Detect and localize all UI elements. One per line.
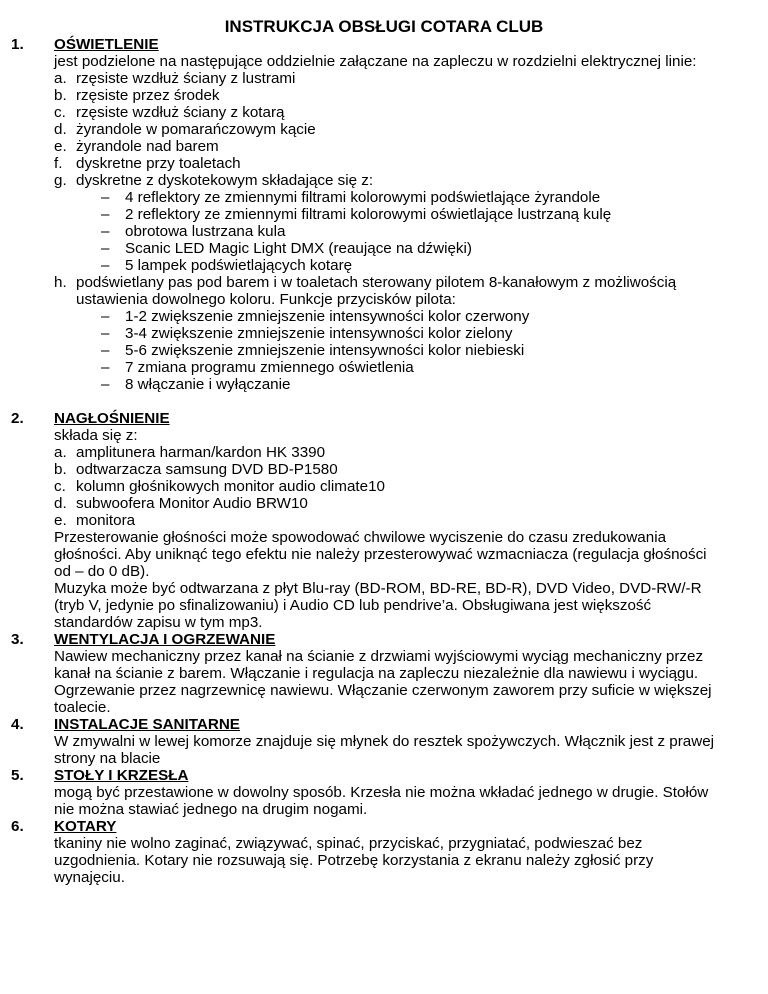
section-number: 6. (11, 818, 24, 835)
sub-list-item: – 3-4 zwiększenie zmniejszenie intensywności kolor zielony (101, 325, 513, 342)
section-title: OŚWIETLENIE (54, 36, 159, 53)
section-number: 5. (11, 767, 24, 784)
section-intro: składa się z: (54, 427, 138, 444)
paragraph-line: (tryb V, jedynie po sfinalizowaniu) i Audio CD lub pendrive’a. Obsługiwana jest większość (54, 597, 652, 614)
section-curtains (0, 818, 768, 886)
sub-list-item: – 4 reflektory ze zmiennymi filtrami kolorowymi podświetlające żyrandole (101, 189, 601, 206)
spacer (0, 393, 768, 410)
list-item: e. monitora (54, 512, 136, 529)
paragraph-line: W zmywalni w lewej komorze znajduje się młynek do resztek spożywczych. Włącznik jest z prawej (54, 733, 715, 750)
section-sound (0, 410, 768, 631)
list-item: d. żyrandole w pomarańczowym kącie (54, 121, 316, 138)
section-title: STOŁY I KRZESŁA (54, 767, 189, 784)
list-item: b. odtwarzacza samsung DVD BD-P1580 (54, 461, 338, 478)
paragraph-line: tkaniny nie wolno zaginać, związywać, spinać, przyciskać, przygniatać, podwieszać bez (54, 835, 643, 852)
list-item: g. dyskretne z dyskotekowym składające się z: (54, 172, 374, 189)
document-title: INSTRUKCJA OBSŁUGI COTARA CLUB (224, 17, 544, 36)
section-ventilation (0, 631, 768, 716)
paragraph-line: toalecie. (54, 699, 111, 716)
list-item: a. amplitunera harman/kardon HK 3390 (54, 444, 326, 461)
document-body (0, 36, 768, 886)
paragraph-line: Ogrzewanie przez nagrzewnicę nawiewu. Włączanie czerwonym zaworem przy suficie w większej (54, 682, 712, 699)
paragraph-line: mogą być przestawione w dowolny sposób. Krzesła nie można wkładać jednego w drugie. Stołów (54, 784, 709, 801)
section-number: 4. (11, 716, 24, 733)
list-item: a. rzęsiste wzdłuż ściany z lustrami (54, 70, 296, 87)
sub-list-item: – 8 włączanie i wyłączanie (101, 376, 291, 393)
paragraph-line: nie można stawiać jednego na drugim nogami. (54, 801, 368, 818)
section-number: 2. (11, 410, 24, 427)
sub-list-item: – obrotowa lustrzana kula (101, 223, 286, 240)
sub-list-item: – Scanic LED Magic Light DMX (reaujące na dźwięki) (101, 240, 472, 257)
paragraph-line: od – do 0 dB). (54, 563, 150, 580)
paragraph-line: strony na blacie (54, 750, 161, 767)
list-item: d. subwoofera Monitor Audio BRW10 (54, 495, 308, 512)
sub-list-item: – 1-2 zwiększenie zmniejszenie intensywności kolor czerwony (101, 308, 530, 325)
section-title: KOTARY (54, 818, 117, 835)
paragraph-line: Nawiew mechaniczny przez kanał na ścianie z drzwiami wyjściowymi wyciąg mechaniczny przez (54, 648, 704, 665)
section-title: NAGŁOŚNIENIE (54, 410, 170, 427)
section-number: 1. (11, 36, 24, 53)
section-lighting (0, 36, 768, 393)
sub-list-item: – 5-6 zwiększenie zmniejszenie intensywności kolor niebieski (101, 342, 525, 359)
paragraph-line: standardów zapisu w tym mp3. (54, 614, 263, 631)
list-item: b. rzęsiste przez środek (54, 87, 220, 104)
sub-list-item: – 5 lampek podświetlających kotarę (101, 257, 353, 274)
list-item: h. podświetlany pas pod barem i w toaletach sterowany pilotem 8-kanałowym z możliwością (54, 274, 677, 291)
sub-list-item: – 2 reflektory ze zmiennymi filtrami kolorowymi oświetlające lustrzaną kulę (101, 206, 612, 223)
paragraph-line: Przesterowanie głośności może spowodować chwilowe wyciszenie do czasu zredukowania (54, 529, 667, 546)
sub-list-item: – 7 zmiana programu zmiennego oświetlenia (101, 359, 414, 376)
section-intro: jest podzielone na następujące oddzielnie załączane na zapleczu w rozdzielni elektrycznej linie: (54, 53, 697, 70)
list-item: c. rzęsiste wzdłuż ściany z kotarą (54, 104, 285, 121)
list-item-continuation: ustawienia dowolnego koloru. Funkcje przycisków pilota: (76, 291, 456, 308)
section-tables-chairs (0, 767, 768, 818)
paragraph-line: Muzyka może być odtwarzana z płyt Blu-ray (BD-ROM, BD-RE, BD-R), DVD Video, DVD-RW/-R (54, 580, 702, 597)
section-title: WENTYLACJA I OGRZEWANIE (54, 631, 276, 648)
paragraph-line: uzgodnienia. Kotary nie rozsuwają się. Potrzebę korzystania z ekranu należy zgłosić przy (54, 852, 654, 869)
paragraph-line: wynajęciu. (54, 869, 125, 886)
list-item: f. dyskretne przy toaletach (54, 155, 241, 172)
list-item: e. żyrandole nad barem (54, 138, 219, 155)
section-sanitary (0, 716, 768, 767)
list-item: c. kolumn głośnikowych monitor audio climate10 (54, 478, 385, 495)
paragraph-line: głośności. Aby uniknąć tego efektu nie należy przesterowywać wzmacniacza (regulacja głośności (54, 546, 707, 563)
section-number: 3. (11, 631, 24, 648)
paragraph-line: kanał na ścianie z barem. Włączanie i regulacja na zapleczu niezależnie dla nawiewu i wyciągu. (54, 665, 699, 682)
section-title: INSTALACJE SANITARNE (54, 716, 240, 733)
